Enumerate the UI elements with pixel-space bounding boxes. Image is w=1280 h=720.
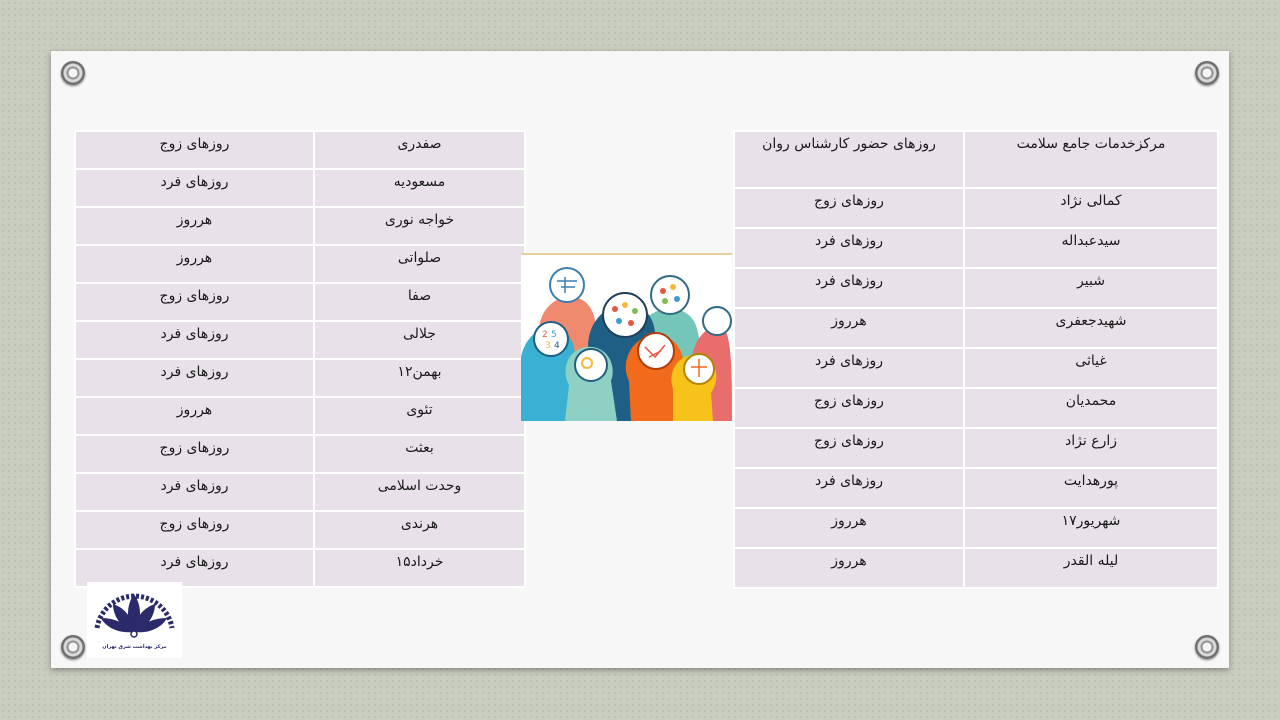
header-center: مرکزخدمات جامع سلامت xyxy=(964,131,1218,188)
center-cell: ۱۲بهمن xyxy=(314,359,525,397)
days-cell: روزهای فرد xyxy=(734,268,964,308)
center-cell: بعثت xyxy=(314,435,525,473)
days-cell: روزهای زوج xyxy=(75,435,314,473)
svg-text:4: 4 xyxy=(554,341,560,351)
table-row xyxy=(75,511,525,549)
table-row xyxy=(75,321,525,359)
days-cell: روزهای فرد xyxy=(75,321,314,359)
header-days: روزهای حضور کارشناس روان xyxy=(734,131,964,188)
svg-text:3: 3 xyxy=(545,341,551,351)
days-cell: روزهای زوج xyxy=(734,428,964,468)
table-row xyxy=(734,308,1218,348)
table-row xyxy=(75,473,525,511)
mental-health-illustration xyxy=(521,253,732,421)
center-cell: پورهدایت xyxy=(964,468,1218,508)
days-cell: هرروز xyxy=(734,308,964,348)
table-row xyxy=(734,388,1218,428)
table-row xyxy=(75,359,525,397)
days-cell: هرروز xyxy=(734,508,964,548)
days-cell: هرروز xyxy=(75,207,314,245)
table-row xyxy=(734,428,1218,468)
rivet-bottom-right xyxy=(1195,635,1219,659)
rivet-top-right xyxy=(1195,61,1219,85)
days-cell: روزهای فرد xyxy=(75,359,314,397)
table-row xyxy=(734,228,1218,268)
center-cell: وحدت اسلامی xyxy=(314,473,525,511)
table-header-row xyxy=(734,131,1218,188)
table-row xyxy=(75,245,525,283)
center-cell: سیدعبداله xyxy=(964,228,1218,268)
center-cell: محمدیان xyxy=(964,388,1218,428)
days-cell: روزهای فرد xyxy=(734,468,964,508)
center-cell: تئوی xyxy=(314,397,525,435)
days-cell: روزهای زوج xyxy=(75,283,314,321)
days-cell: روزهای زوج xyxy=(734,188,964,228)
center-cell: صلواتی xyxy=(314,245,525,283)
center-cell: هرندی xyxy=(314,511,525,549)
rivet-top-left xyxy=(61,61,85,85)
table-row xyxy=(75,131,525,169)
center-cell: صفدری xyxy=(314,131,525,169)
center-cell: جلالی xyxy=(314,321,525,359)
table-row xyxy=(75,207,525,245)
health-center-logo xyxy=(87,582,182,658)
center-cell: غیاثی xyxy=(964,348,1218,388)
center-cell: شهیدجعفری xyxy=(964,308,1218,348)
center-cell: زارع نژاد xyxy=(964,428,1218,468)
days-cell: هرروز xyxy=(75,397,314,435)
svg-text:5: 5 xyxy=(551,330,557,340)
days-cell: روزهای فرد xyxy=(734,228,964,268)
logo-caption: مرکز بهداشت شرق تهران xyxy=(102,644,167,650)
center-cell: شبیر xyxy=(964,268,1218,308)
rivet-bottom-left xyxy=(61,635,85,659)
table-row xyxy=(734,548,1218,588)
days-cell: روزهای فرد xyxy=(75,169,314,207)
center-cell: کمالی نژاد xyxy=(964,188,1218,228)
days-cell: روزهای زوج xyxy=(734,388,964,428)
days-cell: روزهای زوج xyxy=(75,131,314,169)
table-row xyxy=(734,508,1218,548)
health-centers-table-left xyxy=(74,130,526,588)
table-row xyxy=(734,468,1218,508)
table-row xyxy=(734,348,1218,388)
center-cell: لیله القدر xyxy=(964,548,1218,588)
days-cell: روزهای فرد xyxy=(734,348,964,388)
picture-top-line xyxy=(521,253,732,255)
days-cell: هرروز xyxy=(75,245,314,283)
svg-text:2: 2 xyxy=(542,330,548,340)
center-cell: ۱۵خرداد xyxy=(314,549,525,587)
center-cell: ۱۷شهریور xyxy=(964,508,1218,548)
days-cell: روزهای زوج xyxy=(75,511,314,549)
days-cell: روزهای فرد xyxy=(75,473,314,511)
center-cell: مسعودیه xyxy=(314,169,525,207)
lotus-logo-icon xyxy=(87,582,182,644)
center-cell: خواجه نوری xyxy=(314,207,525,245)
days-cell: هرروز xyxy=(734,548,964,588)
table-row xyxy=(75,435,525,473)
table-row xyxy=(75,169,525,207)
center-cell: صفا xyxy=(314,283,525,321)
table-row xyxy=(75,283,525,321)
table-row xyxy=(734,268,1218,308)
heads-illustration-svg xyxy=(521,253,732,421)
health-centers-table-right xyxy=(733,130,1219,589)
table-row xyxy=(75,397,525,435)
days-cell: روزهای فرد xyxy=(75,549,314,587)
table-row xyxy=(734,188,1218,228)
